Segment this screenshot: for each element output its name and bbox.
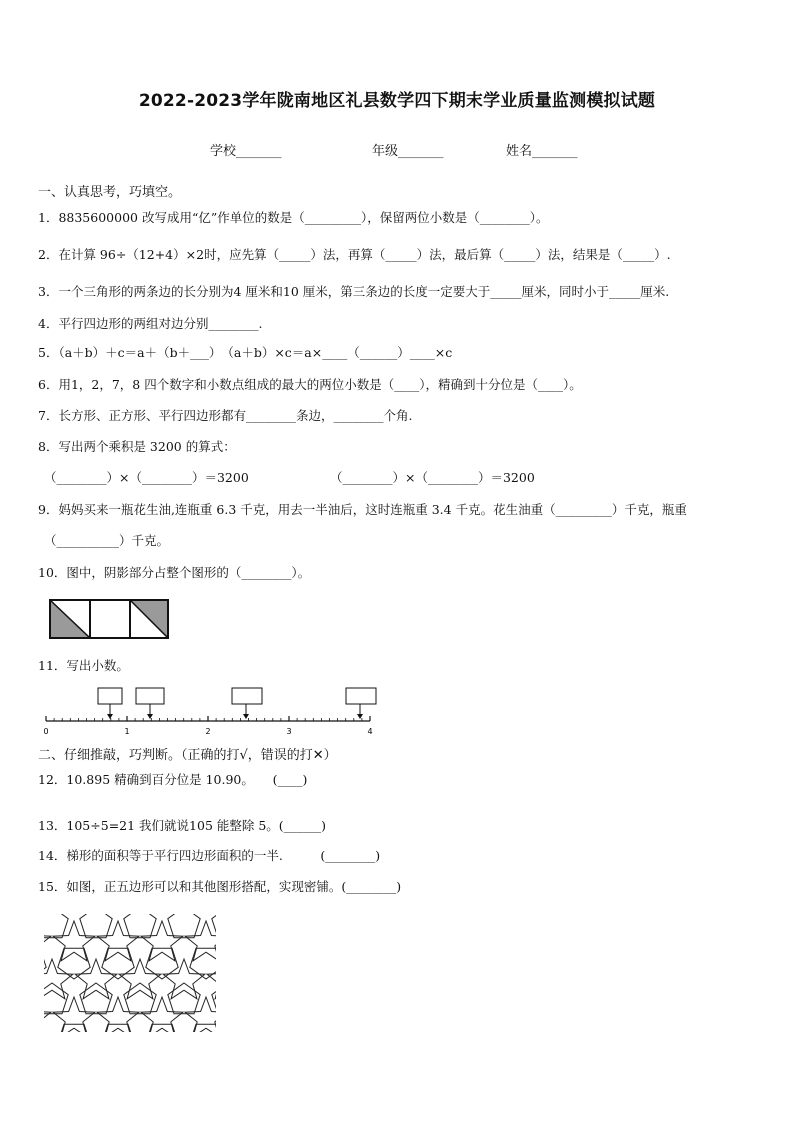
question-7: 7．长方形、正方形、平行四边形都有________条边，________个角. — [38, 408, 413, 423]
star-shape — [97, 997, 139, 1032]
question-4: 4．平行四边形的两组对边分别________. — [38, 316, 263, 331]
question-9-continued: （__________）千克。 — [44, 533, 170, 548]
question-10: 10．图中，阴影部分占整个图形的（________）。 — [38, 565, 311, 580]
pentagon-shape — [44, 914, 68, 938]
pentagon-shape — [80, 983, 112, 1014]
pentagon-shape — [44, 1024, 46, 1032]
shaded-squares-figure — [48, 598, 170, 640]
pentagon-shape — [146, 948, 178, 979]
question-8-expression-1: （________）×（________）＝3200 — [44, 470, 249, 485]
page-title: 2022-2023学年陇南地区礼县数学四下期末学业质量监测模拟试题 — [138, 91, 656, 111]
question-8: 8．写出两个乘积是 3200 的算式： — [38, 439, 236, 454]
star-shape — [75, 959, 117, 999]
star-shape — [185, 921, 216, 961]
star-shape — [97, 921, 139, 961]
star-shape — [44, 921, 51, 961]
answer-box-1 — [98, 688, 122, 719]
section-heading-fill-blank: 一、认真思考，巧填空。 — [38, 185, 182, 200]
question-14: 14．梯形的面积等于平行四边形面积的一半. (________) — [38, 848, 381, 863]
question-2: 2．在计算 96÷（12+4）×2时，应先算（_____）法，再算（_____）法，最后算（_____）法，结果是（_____）. — [38, 247, 671, 262]
question-13: 13．105÷5=21 我们就说105 能整除 5。(______) — [38, 818, 327, 833]
answer-box-3 — [232, 688, 262, 719]
name-field: 姓名_______ — [506, 144, 578, 159]
star-shape — [119, 959, 161, 999]
pentagon-shape — [124, 914, 156, 938]
pentagon-shape — [124, 983, 156, 1014]
question-15: 15．如图，正五边形可以和其他图形搭配，实现密铺。(________) — [38, 879, 402, 894]
number-line-label-4: 4 — [367, 727, 373, 736]
school-field: 学校_______ — [210, 144, 282, 159]
number-line-ticks — [46, 716, 370, 721]
star-shape — [141, 921, 183, 961]
number-line-label-0: 0 — [43, 727, 49, 736]
star-shape — [141, 997, 183, 1032]
pentagon-shape — [168, 983, 200, 1014]
star-shape — [163, 959, 205, 999]
question-5: 5．（a＋b）＋c＝a＋（b＋___） （a＋b）×c＝a×____（______）____×c — [38, 345, 453, 360]
pentagon-shape — [80, 914, 112, 938]
pentagon-shape — [212, 914, 216, 938]
star-shape — [53, 997, 95, 1032]
question-3: 3．一个三角形的两条边的长分别为4 厘米和10 厘米，第三条边的长度一定要大于_____厘米，同时小于_____厘米. — [38, 284, 670, 299]
pentagon-tessellation-figure — [44, 914, 216, 1032]
question-8-expression-2: （________）×（________）＝3200 — [330, 470, 535, 485]
number-line-label-2: 2 — [205, 727, 211, 736]
star-shape — [44, 997, 51, 1032]
pentagon-shape — [58, 948, 90, 979]
question-12: 12．10.895 精确到百分位是 10.90。 (____) — [38, 772, 308, 787]
pentagon-shape — [102, 948, 134, 979]
pentagon-shape — [168, 914, 200, 938]
star-shape — [53, 921, 95, 961]
section-heading-true-false: 二、仔细推敲，巧判断。（正确的打√，错误的打✕） — [38, 748, 337, 763]
answer-box-4 — [346, 688, 376, 719]
answer-box-2 — [136, 688, 164, 719]
pentagon-shape — [44, 948, 46, 979]
question-9: 9．妈妈买来一瓶花生油,连瓶重 6.3 千克，用去一半油后，这时连瓶重 3.4 千克。花生油重（_________）千克，瓶重 — [38, 502, 687, 517]
question-1: 1．8835600000 改写成用“亿”作单位的数是（_________），保留两位小数是（________）。 — [38, 210, 549, 225]
question-11: 11．写出小数。 — [38, 658, 129, 673]
number-line-label-1: 1 — [124, 727, 130, 736]
grade-field: 年级_______ — [372, 144, 444, 159]
question-6: 6．用1，2，7，8 四个数字和小数点组成的最大的两位小数是（____），精确到十分位是（____）。 — [38, 377, 582, 392]
number-line-label-3: 3 — [286, 727, 292, 736]
star-shape — [185, 997, 216, 1032]
number-line-figure — [38, 684, 383, 738]
